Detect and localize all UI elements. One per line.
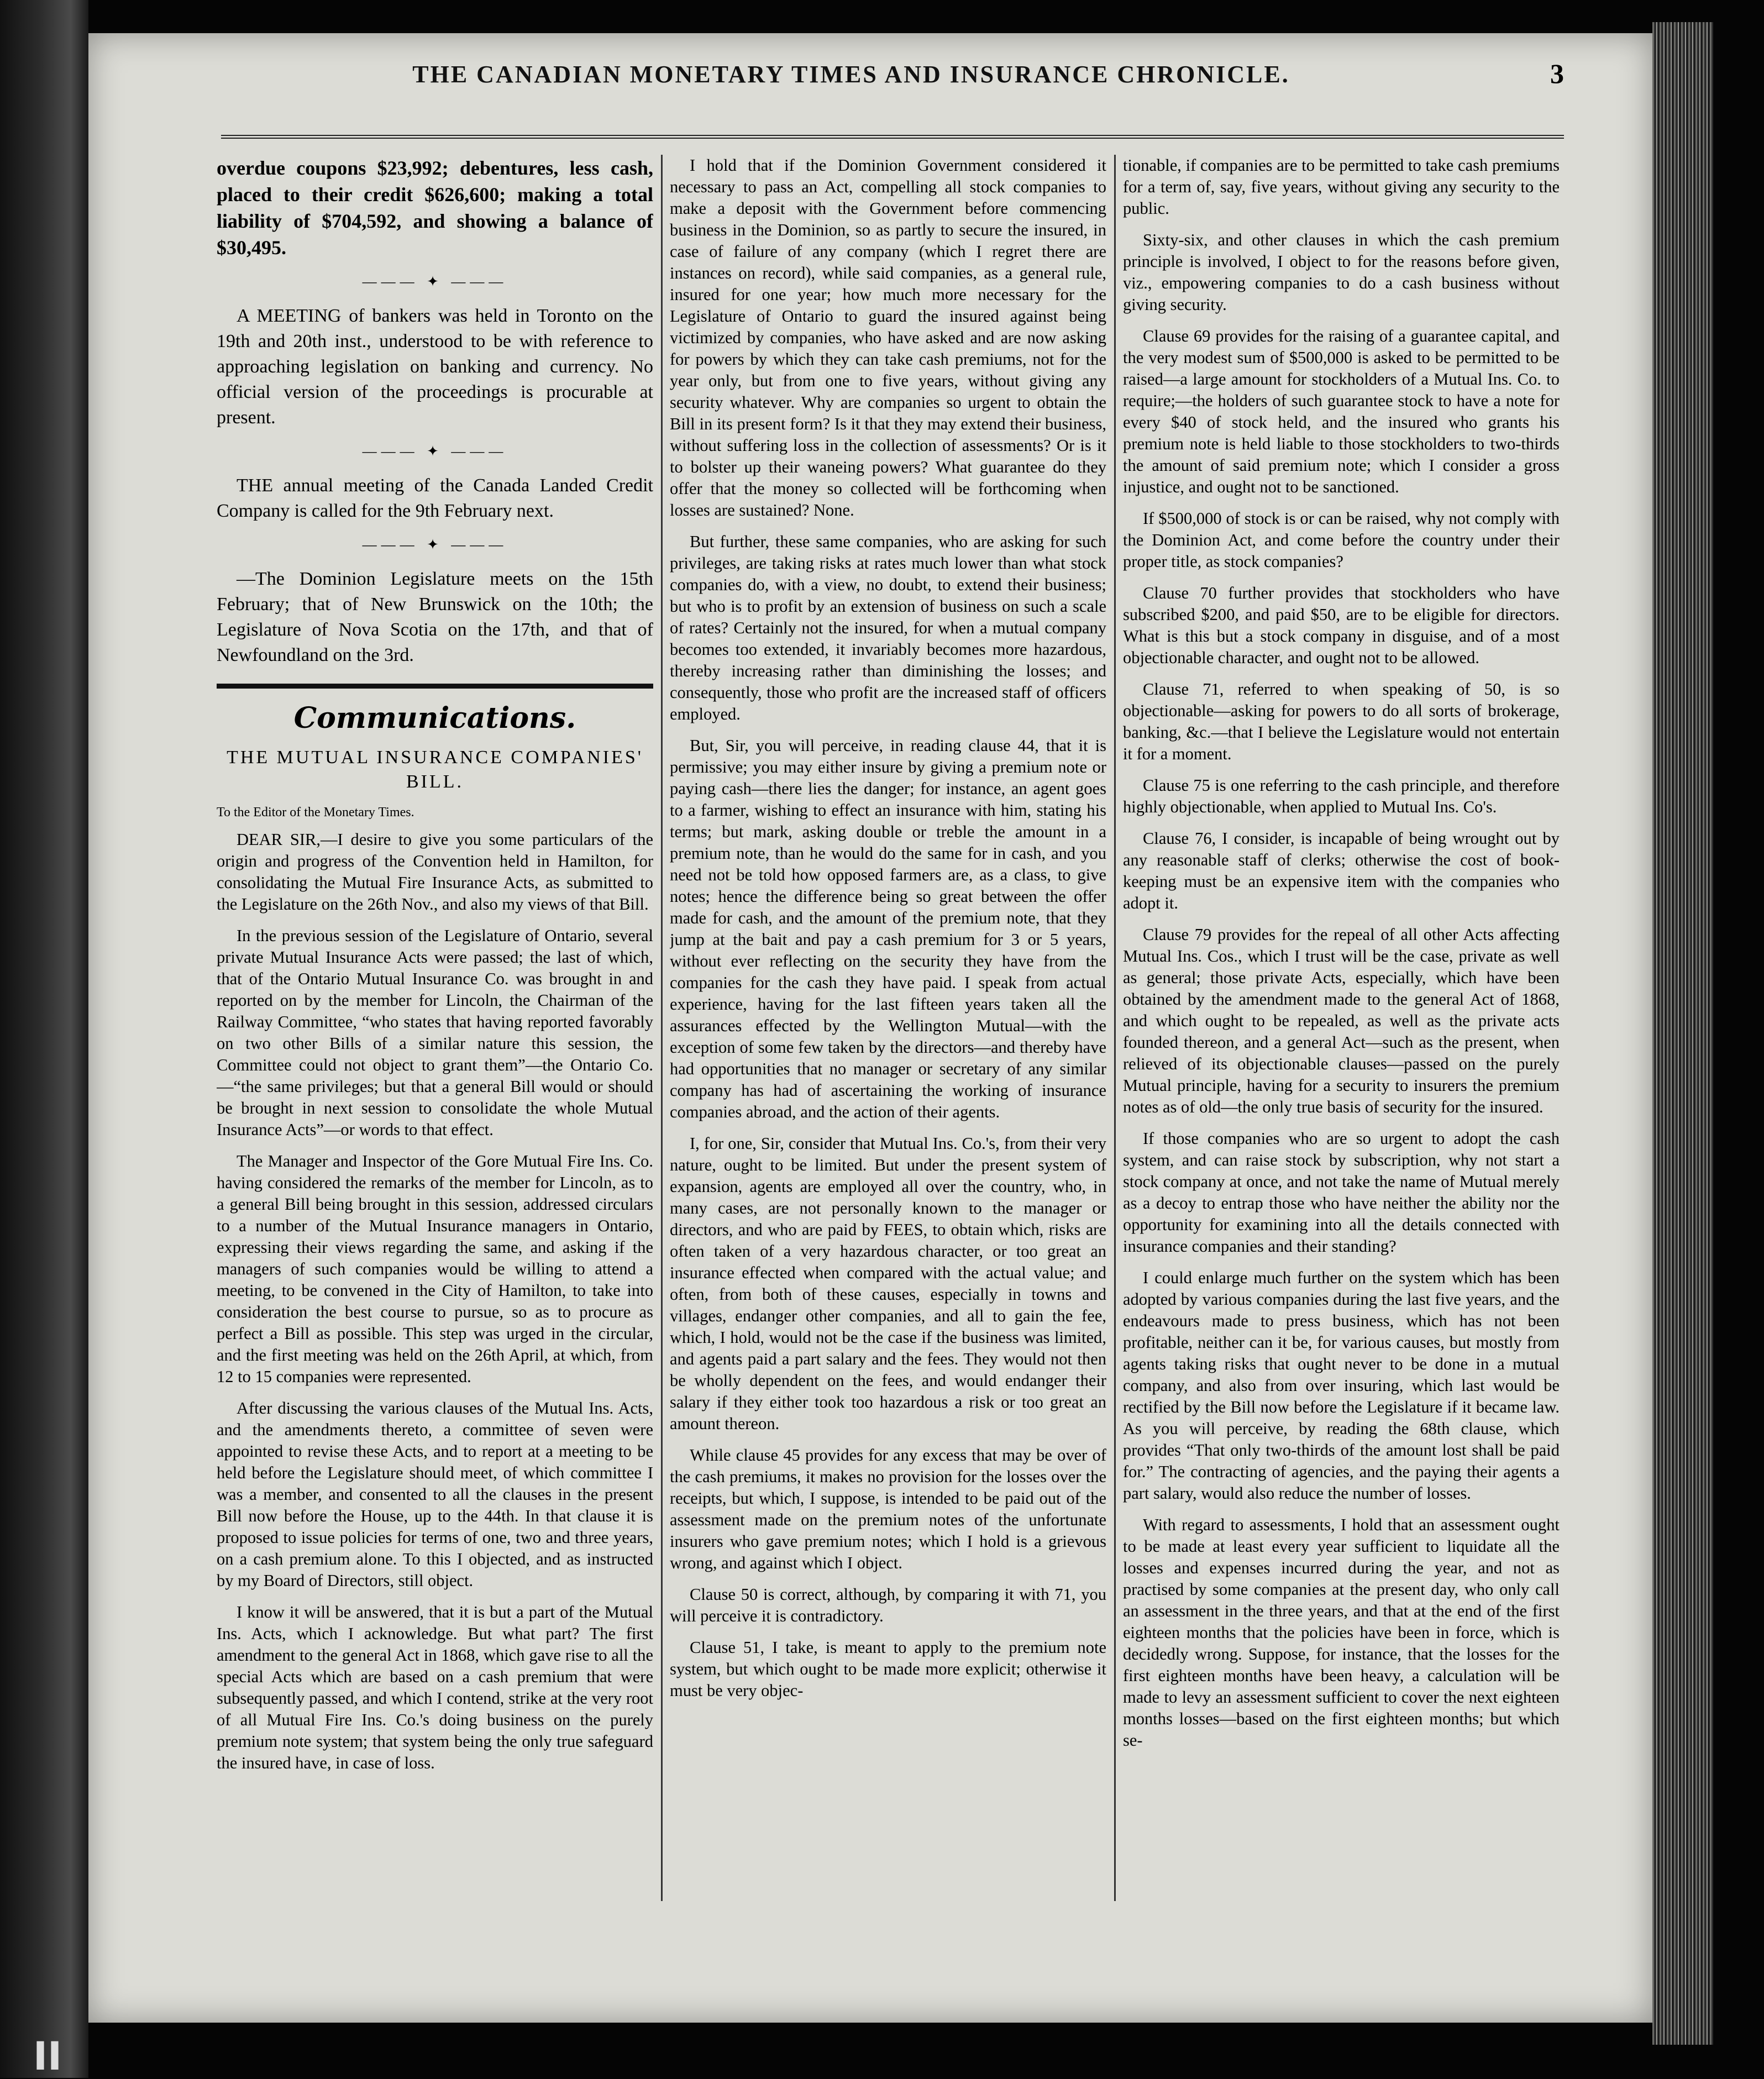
page-number: 3 bbox=[1550, 58, 1564, 89]
header-rule bbox=[221, 135, 1564, 139]
paragraph: Clause 75 is one referring to the cash principle, and therefore highly objectionable, when applied to Mutual Ins. Co's. bbox=[1123, 776, 1560, 816]
column-1 bbox=[217, 155, 653, 1918]
paragraph: If those companies who are so urgent to adopt the cash system, and can raise stock by subscription, why not start a stock company at once, and not take the name of Mutual merely as a decoy to entrap those who have neither the ability nor the opportunity for examining into all the details connected with insurance companies and their standing? bbox=[1123, 1129, 1560, 1256]
paragraph: Clause 51, I take, is meant to apply to the premium note system, but which ought to be made more explicit; otherwise it must be very objec- bbox=[670, 1638, 1106, 1700]
paragraph: But further, these same companies, who are asking for such privileges, are taking risks at rates much lower than what stock companies do, with a view, no doubt, to extend their business; but who is to profit by an extension of business on such a scale of rates? Certainly not the insured, for when a mutual company becomes too extended, it invariably becomes more hazardous, thereby increasing rather than diminishing the losses; and consequently, those who profit are the increased staff of officers employed. bbox=[670, 532, 1106, 723]
paragraph: I hold that if the Dominion Government considered it necessary to pass an Act, compelling all stock companies to make a deposit with the Government before commencing business in the Dominion, so as partly to secure the insured, in case of failure of any company (which I regret there are instances on record), while said companies, as a general rule, insured for one year; how much more necessary for the Legislature of Ontario to guard the insured against being victimized by companies, who have asked and are now asking for powers by which they can take cash premiums, not for the year only, but from one to five years, without giving any security whatever. Why are companies so urgent to obtain the Bill in its present form? Is it that they may extend their business, without suffering loss in the collection of assessments? Or is it to bolster up their waneing powers? What guarantee do they offer that the money so collected will be forthcoming when losses are sustained? None. bbox=[670, 156, 1106, 519]
paragraph: Clause 70 further provides that stockholders who have subscribed $200, and paid $50, are to be eligible for directors. What is this but a stock company in disguise, and of a most objectionable character, and ought not to be allowed. bbox=[1123, 584, 1560, 667]
page-header bbox=[155, 46, 1564, 102]
section-rule bbox=[217, 684, 653, 689]
ornament: ——— ✦ ——— bbox=[362, 274, 508, 290]
ornament: ——— ✦ ——— bbox=[362, 537, 508, 553]
paragraph: THE annual meeting of the Canada Landed Credit Company is called for the 9th February next. bbox=[217, 475, 653, 521]
paragraph: With regard to assessments, I hold that an assessment ought to be made at least every year sufficient to liquidate all the losses and expenses incurred during the year, and not as practised by some companies at the present day, who only call an assessment in the three years, and that at the end of the first eighteen months that the policies have been in force, which is decidedly wrong. Suppose, for instance, that the losses for the first eighteen months have been heavy, a calculation will be made to levy an assessment sufficient to cover the next eighteen months losses—based on the first eighteen months; but which se- bbox=[1123, 1515, 1560, 1750]
column-divider bbox=[661, 155, 663, 1901]
page-edges bbox=[1652, 22, 1713, 2045]
paragraph: I, for one, Sir, consider that Mutual Ins. Co.'s, from their very nature, ought to be limited. But under the present system of expansion, agents are employed all over the country, who, in many cases, are not personally known to the manager or directors, and who are paid by FEES, to obtain which, risks are often taken of a very hazardous character, or too great an insurance effected when compared with the actual value; and often, from both of these causes, especially in towns and villages, endanger other companies, and all to gain the fee, which, I hold, would not be the case if the business was limited, and agents paid a part salary and the fees. They would not then be wholly dependent on the fees, and would endanger their salary if they either took too hazardous a risk or too great an amount thereon. bbox=[670, 1134, 1106, 1433]
ornament: ——— ✦ ——— bbox=[362, 443, 508, 459]
column-divider bbox=[1114, 155, 1116, 1901]
paragraph: Clause 69 provides for the raising of a guarantee capital, and the very modest sum of $500,000 is asked to be permitted to be raised—a large amount for stockholders of a Mutual Ins. Co. to require;—the holders of such guarantee stock to have a note for every $40 of stock held, and the insured who grants his premium note is held liable to those stockholders to two-thirds the amount of said premium note; which I consider a gross injustice, and ought not to be sanctioned. bbox=[1123, 327, 1560, 496]
paragraph: While clause 45 provides for any excess that may be over of the cash premiums, it makes no provision for the losses over the receipts, but which, I suppose, is intended to be paid out of the assessment made on the premium notes of the unfortunate insurers who gave premium notes; which I hold is a grievous wrong, and against which I object. bbox=[670, 1446, 1106, 1572]
column-2 bbox=[670, 155, 1106, 1918]
paragraph: I could enlarge much further on the system which has been adopted by various companies during the last five years, and the endeavours made to press business, which has not been profitable, neither can it be, for various causes, but mostly from agents taking risks that ought never to be done in a mutual company, and also from over insuring, which last would be rectified by the Bill now before the Legislature if it became law. As you will perceive, by reading the 68th clause, which provides “That only two-thirds of the amount lost shall be paid for.” The contracting of agencies, and the paying their agents a part salary, would also reduce the number of losses. bbox=[1123, 1268, 1560, 1503]
paragraph: After discussing the various clauses of the Mutual Ins. Acts, and the amendments thereto, a committee of seven were appointed to revise these Acts, and to report at a meeting to be held before the Legislature should meet, of which committee I was a member, and consented to all the clauses in the present Bill now before the House, up to the 44th. In that clause it is proposed to issue policies for terms of one, two and three years, on a cash premium alone. To this I objected, and as instructed by my Board of Directors, still object. bbox=[217, 1399, 653, 1590]
paragraph: Sixty-six, and other clauses in which the cash premium principle is involved, I object to for the reasons before given, viz., empowering companies to do a cash business without giving security. bbox=[1123, 230, 1560, 314]
publication-title: THE CANADIAN MONETARY TIMES AND INSURANCE CHRONICLE. bbox=[412, 60, 1290, 88]
paragraph: I know it will be answered, that it is but a part of the Mutual Ins. Acts, which I acknowledge. But what part? The first amendment to the general Act in 1868, which gave rise to all the special Acts which are based on a cash premium that were subsequently passed, and which I contend, strike at the very root of all Mutual Fire Ins. Co.'s doing business on the purely premium note system; that system being the only true safeguard the insured have, in case of loss. bbox=[217, 1603, 653, 1772]
column-3 bbox=[1123, 155, 1560, 1918]
section-heading: Communications. bbox=[293, 701, 576, 735]
paragraph: Clause 50 is correct, although, by comparing it with 71, you will perceive it is contradictory. bbox=[670, 1585, 1106, 1625]
paragraph: In the previous session of the Legislature of Ontario, several private Mutual Insurance Acts were passed; the last of which, that of the Ontario Mutual Insurance Co. was brought in and reported on by the member for Lincoln, the Chairman of the Railway Committee, “who states that having reported favorably on two other Bills of a similar nature this session, the Committee could not object to grant them”—the Ontario Co.—“the same privileges; but that a general Bill would or should be brought in next session to consolidate the whole Mutual Insurance Acts”—or words to that effect. bbox=[217, 926, 653, 1139]
salutation: To the Editor of the Monetary Times. bbox=[217, 805, 414, 820]
paragraph: tionable, if companies are to be permitted to take cash premiums for a term of, say, five years, without giving any security to the public. bbox=[1123, 156, 1560, 218]
film-marks: II bbox=[33, 2034, 62, 2079]
paragraph: If $500,000 of stock is or can be raised, why not comply with the Dominion Act, and come before the country under their proper title, as stock companies? bbox=[1123, 509, 1560, 571]
paragraph: —The Dominion Legislature meets on the 15th February; that of New Brunswick on the 10th; the Legislature of Nova Scotia on the 17th, and that of Newfoundland on the 3rd. bbox=[217, 569, 653, 665]
article-title: THE MUTUAL INSURANCE COMPANIES' BILL. bbox=[227, 747, 643, 792]
paragraph: A MEETING of bankers was held in Toronto on the 19th and 20th inst., understood to be with reference to approaching legislation on banking and currency. No official version of the proceedings is procurable at present. bbox=[217, 306, 653, 428]
book-gutter bbox=[0, 0, 88, 2078]
paragraph: But, Sir, you will perceive, in reading clause 44, that it is permissive; you may either insure by giving a premium note or paying cash—there lies the danger; for instance, an agent goes to a farmer, wishing to effect an insurance with him, stating his terms; but mark, asking double or treble the amount in a premium note, than he would do the same for in cash, and you need not be told how opposed farmers are, as a class, to give notes; hence the difference being so great between the offer made for cash, and the amount of the premium note, that they jump at the bait and pay a cash premium for 3 or 5 years, without ever reflecting on the security they have from the companies for the cash they have paid. I speak from actual experience, having for the last fifteen years taken all the assurances effected by the Wellington Mutual—with the exception of some few taken by the directors—and thereby have had opportunities that no manager or secretary of any similar company has had of ascertaining the working of insurance companies abroad, and the action of their agents. bbox=[670, 736, 1106, 1121]
paragraph: DEAR SIR,—I desire to give you some particulars of the origin and progress of the Convention held in Hamilton, for consolidating the Mutual Fire Insurance Acts, as submitted to the Legislature on the 26th Nov., and also my views of that Bill. bbox=[217, 830, 653, 914]
paragraph: Clause 76, I consider, is incapable of being wrought out by any reasonable staff of clerks; otherwise the cost of book-keeping must be an expensive item with the companies who adopt it. bbox=[1123, 829, 1560, 912]
paragraph: Clause 79 provides for the repeal of all other Acts affecting Mutual Ins. Cos., which I trust will be the case, private as well as general; those private Acts, especially, which have been obtained by the amendment made to the general Act of 1868, and which ought to be repealed, as well as the private acts founded thereon, and a general Act—such as the present, when relieved of its objectionable clauses—passed on the purely Mutual principle, having for a security to insurers the premium notes as of old—the only true basis of security for the insured. bbox=[1123, 925, 1560, 1116]
paragraph: overdue coupons $23,992; debentures, less cash, placed to their credit $626,600; making a total liability of $704,592, and showing a balance of $30,495. bbox=[217, 157, 653, 259]
paragraph: The Manager and Inspector of the Gore Mutual Fire Ins. Co. having considered the remarks of the member for Lincoln, as to a general Bill being brought in this session, addressed circulars to a number of the Mutual Insurance managers in Ontario, expressing their views regarding the same, and asking if the managers of such companies would be willing to attend a meeting, to be convened in the City of Hamilton, to take into consideration the best course to pursue, so as to procure as perfect a Bill as possible. This step was urged in the circular, and the first meeting was held on the 26th April, at which, from 12 to 15 companies were represented. bbox=[217, 1152, 653, 1386]
paragraph: Clause 71, referred to when speaking of 50, is so objectionable—asking for powers to do all sorts of brokerage, banking, &c.—that I believe the Legislature would not entertain it for a moment. bbox=[1123, 680, 1560, 763]
